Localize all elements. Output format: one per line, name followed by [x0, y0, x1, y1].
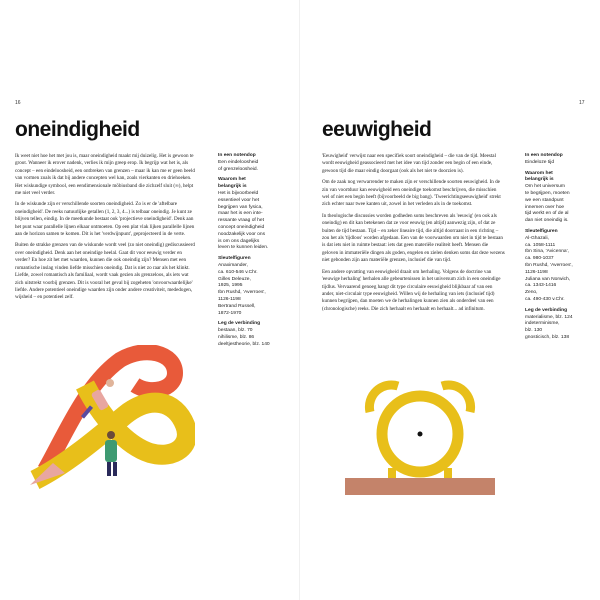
paragraph: Ik weet niet hoe het met jou is, maar oneindigheid maakt mij duizelig. Het is gewoon te groot. Wanneer ik erover nadenk, verlies ik mijn greep erop. Ik begrijp wat het is, als concept – een eindeloosheid, een ontbreken van grenzen – maar ik kan me er geen beeld van vormen zoals ik dat bij andere concepten wel kan, zoals vierkanten en driehoeken. Het wiskundige symbool, een eendimensionale möbiusband die zichzelf sluit (∞), helpt me niet veel verder. [15, 153, 195, 197]
sidebar-heading: Waarom het belangrijk is [525, 170, 554, 183]
page-number: 16 [15, 100, 21, 106]
lower-figure-body [105, 440, 117, 462]
sidebar-text: materialisme, blz. 124 indeterminisme, blz. 130 gnosticisch, blz. 138 [525, 314, 573, 340]
sidebar-text: Eindeloze tijd [525, 159, 555, 165]
sidebar-heading: In een notendop [525, 153, 563, 158]
sidebar-text: Al-Ghazali, ca. 1058-1111 Ibn Sina, 'Avicenna', ca. 980-1037 Ibn Rushd, 'Averroes', 1126-1198 Juliana van Norwich, ca. 1343-1416 Zeno, ca. 490-430 v.Chr. [525, 235, 573, 302]
paragraph: Om de zaak nog verwarrender te maken zijn er verschillende soorten eeuwigheid. In de zin van voortduur kan eeuwigheid een oneindige toekomst beschrijven, die misschien wel of niet een begin heeft (bijvoorbeeld de big bang). 'Tweerichtingseeuwigheid' strekt zich echter naar twee kanten uit, zowel in het verleden als in de toekomst. [322, 179, 501, 208]
sidebar-heading: Sleutelfiguren [525, 228, 558, 234]
sidebar-text: Een eindeloosheid of grenzeloosheid. [218, 159, 259, 172]
right-page [300, 0, 600, 600]
sidebar-heading: Waarom het belangrijk is [218, 177, 247, 190]
sidebar-text: Om het universum te begrijpen, moeten we een standpunt innemen over hoe tijd werkt en of de al dan niet oneindig is. [525, 184, 570, 224]
clock-left-foot [388, 468, 396, 478]
page-title: oneindigheid [15, 118, 140, 141]
lower-figure-head [107, 431, 115, 439]
sidebar-heading: Leg de verbinding [218, 321, 261, 327]
sidebar-heading: Leg de verbinding [525, 307, 568, 313]
sidebar-heading: In een notendop [218, 153, 256, 158]
table [345, 478, 495, 495]
sidebar [218, 153, 288, 353]
sidebar-text: Anaximander, ca. 610-546 v.Chr. Gilles Deleuze, 1925, 1995 Ibn Rushd, 'Averroes', 1126-1198 Bertrand Russell, 1872-1970 [218, 262, 266, 316]
lower-figure-leg [107, 462, 111, 476]
paragraph: 'Eeuwigheid' verwijst naar een specifiek soort oneindigheid – die van de tijd. Meestal wordt eeuwigheid geassocieerd met het idee van tijd zonder een begin of een einde, gewoon tijd die maar eindig doorgaat (ook als het niet te doorzien is). [322, 153, 496, 174]
sidebar-text: bestaan, blz. 70 nihilisme, blz. 86 deeltjestheorie, blz. 140 [218, 328, 270, 347]
infinity-ribbon-illustration [25, 345, 195, 490]
paragraph: Een andere opvatting van eeuwigheid draait om herhaling. Volgens de doctrine van 'eeuwige herhaling' herhalen alle gebeurtenissen in het universum zich in een oneindige tijdlus. Vervaarend genoeg hangt dit type circulaire eeuwigheid blijkbaar af van een ander, niet-circulair type eeuwigheid. Willen wij de herhaling van iets (inclusief tijd) kunnen begrijpen, dan moeten we de herhalingen kunnen zien als onderdeel van een (chronologische) reeks. Die zich herhaalt en herhaalt en herhaalt... ad infinitum. [322, 268, 501, 312]
body-text [322, 153, 505, 317]
alarm-clock-illustration [340, 372, 500, 497]
clock-right-foot [444, 468, 452, 478]
sidebar-text: Het is bijvoorbeeld essentieel voor het begrijpen van fysica, maar het is een inte- ressante vraag of het concept oneindigheid noodzakelijk voor ons is om ons dagelijks leven te kunnen leiden. [218, 190, 269, 251]
clock-center-dot [418, 432, 423, 437]
paragraph: Buiten de strakke grenzen van de wiskunde wordt veel (zo niet oneindig) gediscussieerd over oneindigheid. Denk aan het oneindige heelal. Gaat dit voor eeuwig verder en verder? En hoe zit het met waarden, kunnen die ook oneindig zijn? Mensen met een romantische inslag vinden liefde misschien oneindig. Dat is niet zo raar als het klinkt. Liefde, zowel romantisch als familiaal, wordt vaak gezien als grenzeloos, als iets wat zich uitstrekt voorbij grenzen. Dit is vooral het geval bij zogeheten 'onvoorwaardelijke' liefde. Andere potentieel oneindige waarden zijn onder andere creativiteit, mededogen, wijsheid – en potentieel zelf. [15, 242, 195, 301]
paragraph: In theologische discussies worden godheden soms beschreven als 'eeuwig' (en ook als oneindig) en dit kan betekenen dat ze voor eeuwig (en altijd) aanwezig zijn, of dat ze buiten de tijd bestaan. Tijd – en zeker lineaire tijd, die altijd doorraast in een richting – zou het als 'tijdloos' worden afgedaan. Een van de voorwaarden om niet in tijd te bestaan is dat iets niet in ruimte bestaat: iets dat geen materiële realiteit heeft. Mensen die geloven in immateriële dingen als goden, engelen en zielen denken soms dat deze wezens niet gebonden zijn aan materiële grenzen, inclusief die van tijd. [322, 212, 505, 264]
paragraph: In de wiskunde zijn er verschillende soorten oneindigheid. Zo is er de 'aftelbare oneindigheid'. De reeks natuurlijke getallen (1, 2, 3, 4...) is telbaar oneindig. Je kunt ze blijven tellen, eindig. In de meetkunde bestaat ook 'projectieve oneindigheid'. Denk aan het punt waar parallelle lijnen elkaar ontmoeten. Op een plat vlak lijken parallelle lijnen aan de horizon samen te komen. Dit is het 'verdwijnpunt', geprojecteerd in de verte. [15, 201, 195, 238]
page-number: 17 [579, 100, 585, 106]
sidebar [525, 153, 595, 346]
lower-figure-leg [113, 462, 117, 476]
body-text [15, 153, 198, 306]
page-title: eeuwigheid [322, 118, 432, 141]
sidebar-heading: Sleutelfiguren [218, 256, 251, 262]
upper-figure-head [106, 379, 114, 387]
